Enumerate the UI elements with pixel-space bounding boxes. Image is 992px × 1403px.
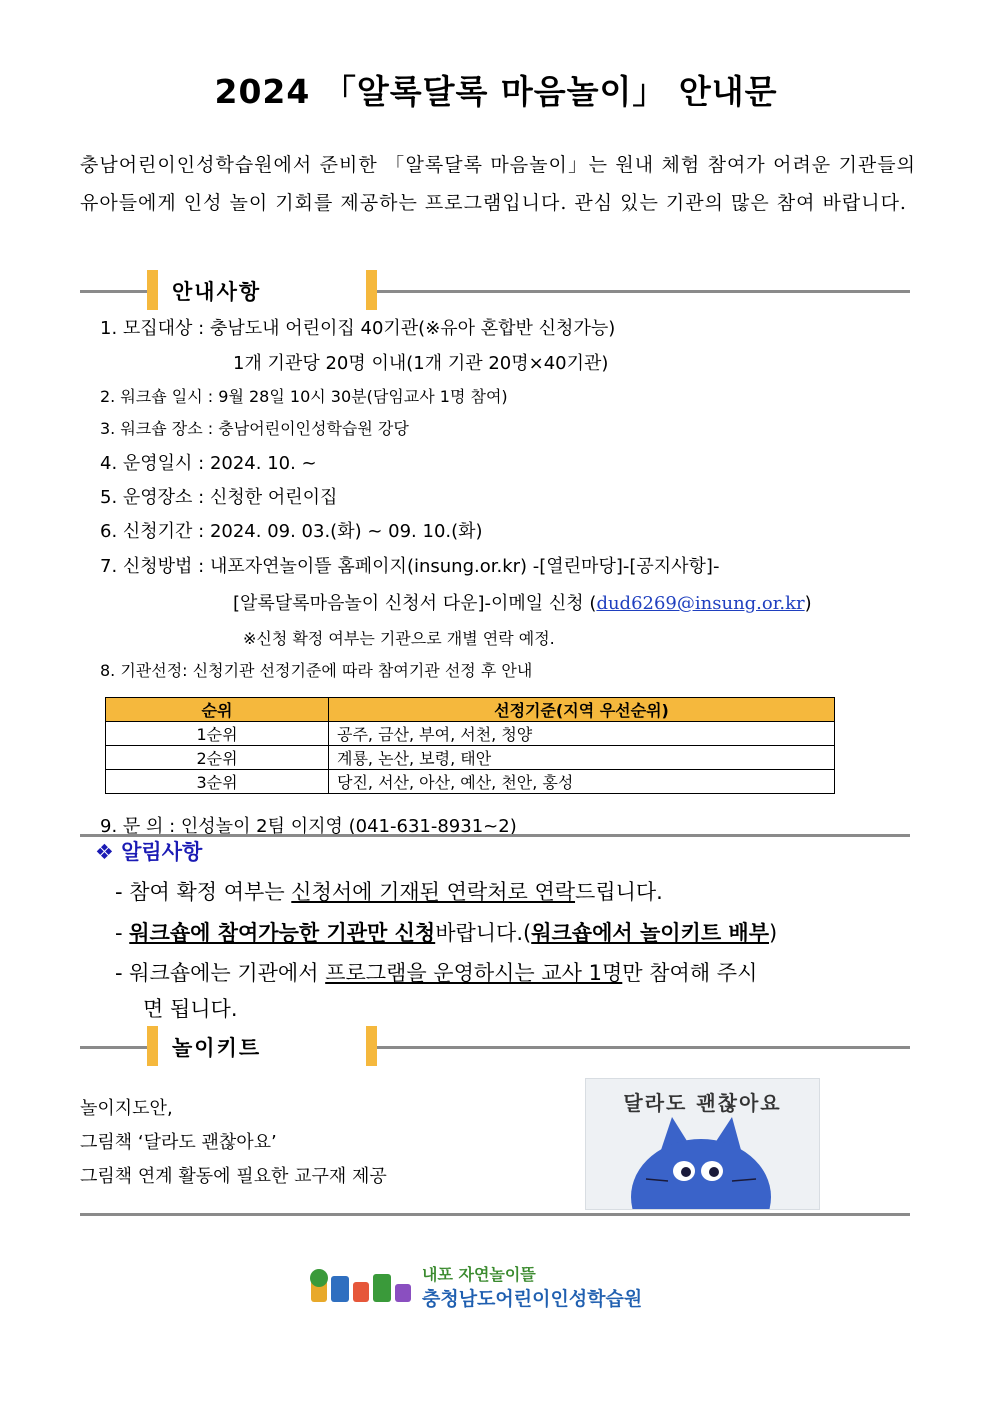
item-operation-date: 4. 운영일시 : 2024. 10. ~ (100, 453, 317, 474)
page-title: 2024 「알록달록 마음놀이」 안내문 (214, 72, 778, 111)
item-selection: 8. 기관선정: 신청기관 선정기준에 따라 참여기관 선정 후 안내 (100, 661, 533, 680)
header-criteria: 선정기준(지역 우선순위) (329, 698, 835, 722)
item-contact: 9. 문 의 : 인성놀이 2팀 이지영 (041-631-8931~2) (100, 816, 517, 837)
rank-cell: 3순위 (106, 770, 329, 794)
item-recruit-detail: 1개 기관당 20명 이내(1개 기관 20명×40기관) (233, 353, 609, 374)
kit-description (80, 1092, 387, 1194)
regions-cell: 계룡, 논산, 보령, 태안 (329, 746, 835, 770)
divider (80, 1213, 910, 1216)
header-rank: 순위 (106, 698, 329, 722)
table-row (106, 770, 835, 794)
divider (80, 834, 910, 837)
table-row (106, 722, 835, 746)
notice-heading: ❖ 알림사항 (95, 840, 203, 864)
kit-line: 놀이지도안, (80, 1098, 173, 1119)
book-cover-image (585, 1078, 820, 1210)
regions-cell: 공주, 금산, 부여, 서천, 청양 (329, 722, 835, 746)
criteria-table (105, 697, 835, 794)
item-workshop-date: 2. 워크숍 일시 : 9월 28일 10시 30분(담임교사 1명 참여) (100, 387, 508, 406)
regions-cell: 당진, 서산, 아산, 예산, 천안, 홍성 (329, 770, 835, 794)
table-row (106, 746, 835, 770)
notice-item-1: - 참여 확정 여부는 신청서에 기재된 연락처로 연락드립니다. (115, 880, 663, 904)
logo-line2: 충청남도어린이인성학습원 (422, 1288, 643, 1310)
logo-icon (307, 1262, 417, 1308)
kit-line: 그림책 연계 활동에 필요한 교구재 제공 (80, 1166, 387, 1187)
rank-cell: 2순위 (106, 746, 329, 770)
section-title-info: 안내사항 (172, 280, 262, 304)
section-header-kit (80, 1026, 910, 1066)
organization-logo (307, 1262, 687, 1312)
notice-item-2: - 워크숍에 참여가능한 기관만 신청바랍니다.(워크숍에서 놀이키트 배부) (115, 921, 778, 945)
section-header-info (80, 270, 910, 310)
item-recruit: 1. 모집대상 : 충남도내 어린이집 40기관(※유아 혼합반 신청가능) (100, 318, 616, 339)
rank-cell: 1순위 (106, 722, 329, 746)
item-apply-note: ※신청 확정 여부는 기관으로 개별 연락 예정. (243, 629, 555, 648)
item-operation-place: 5. 운영장소 : 신청한 어린이집 (100, 487, 338, 508)
item-workshop-place: 3. 워크숍 장소 : 충남어린이인성학습원 강당 (100, 419, 409, 438)
book-title: 달라도 괜찮아요 (623, 1091, 782, 1115)
email-link[interactable]: dud6269@insung.or.kr (596, 593, 805, 614)
notice-item-3: - 워크숍에는 기관에서 프로그램을 운영하시는 교사 1명만 참여해 주시 (115, 961, 758, 985)
section-title-kit: 놀이키트 (172, 1036, 262, 1060)
intro-paragraph: 충남어린이인성학습원에서 준비한 「알록달록 마음놀이」는 원내 체험 참여가 어려운 기관들의 유아들에게 인성 놀이 기회를 제공하는 프로그램입니다. 관심 있는 기관의 많은 참여 바랍니다. (80, 154, 916, 214)
cat-illustration (586, 1079, 819, 1209)
item-apply-period: 6. 신청기간 : 2024. 09. 03.(화) ~ 09. 10.(화) (100, 521, 483, 542)
item-apply-method-detail: [알록달록마음놀이 신청서 다운]-이메일 신청 (dud6269@insung.or.kr) (233, 593, 812, 614)
kit-line: 그림책 ‘달라도 괜찮아요’ (80, 1132, 277, 1153)
logo-line1: 내포 자연놀이뜰 (422, 1265, 536, 1284)
notice-item-3-cont: 면 됩니다. (143, 997, 238, 1021)
item-apply-method: 7. 신청방법 : 내포자연놀이뜰 홈페이지(insung.or.kr) -[열린마당]-[공지사항]- (100, 556, 720, 577)
table-header-row (106, 698, 835, 722)
